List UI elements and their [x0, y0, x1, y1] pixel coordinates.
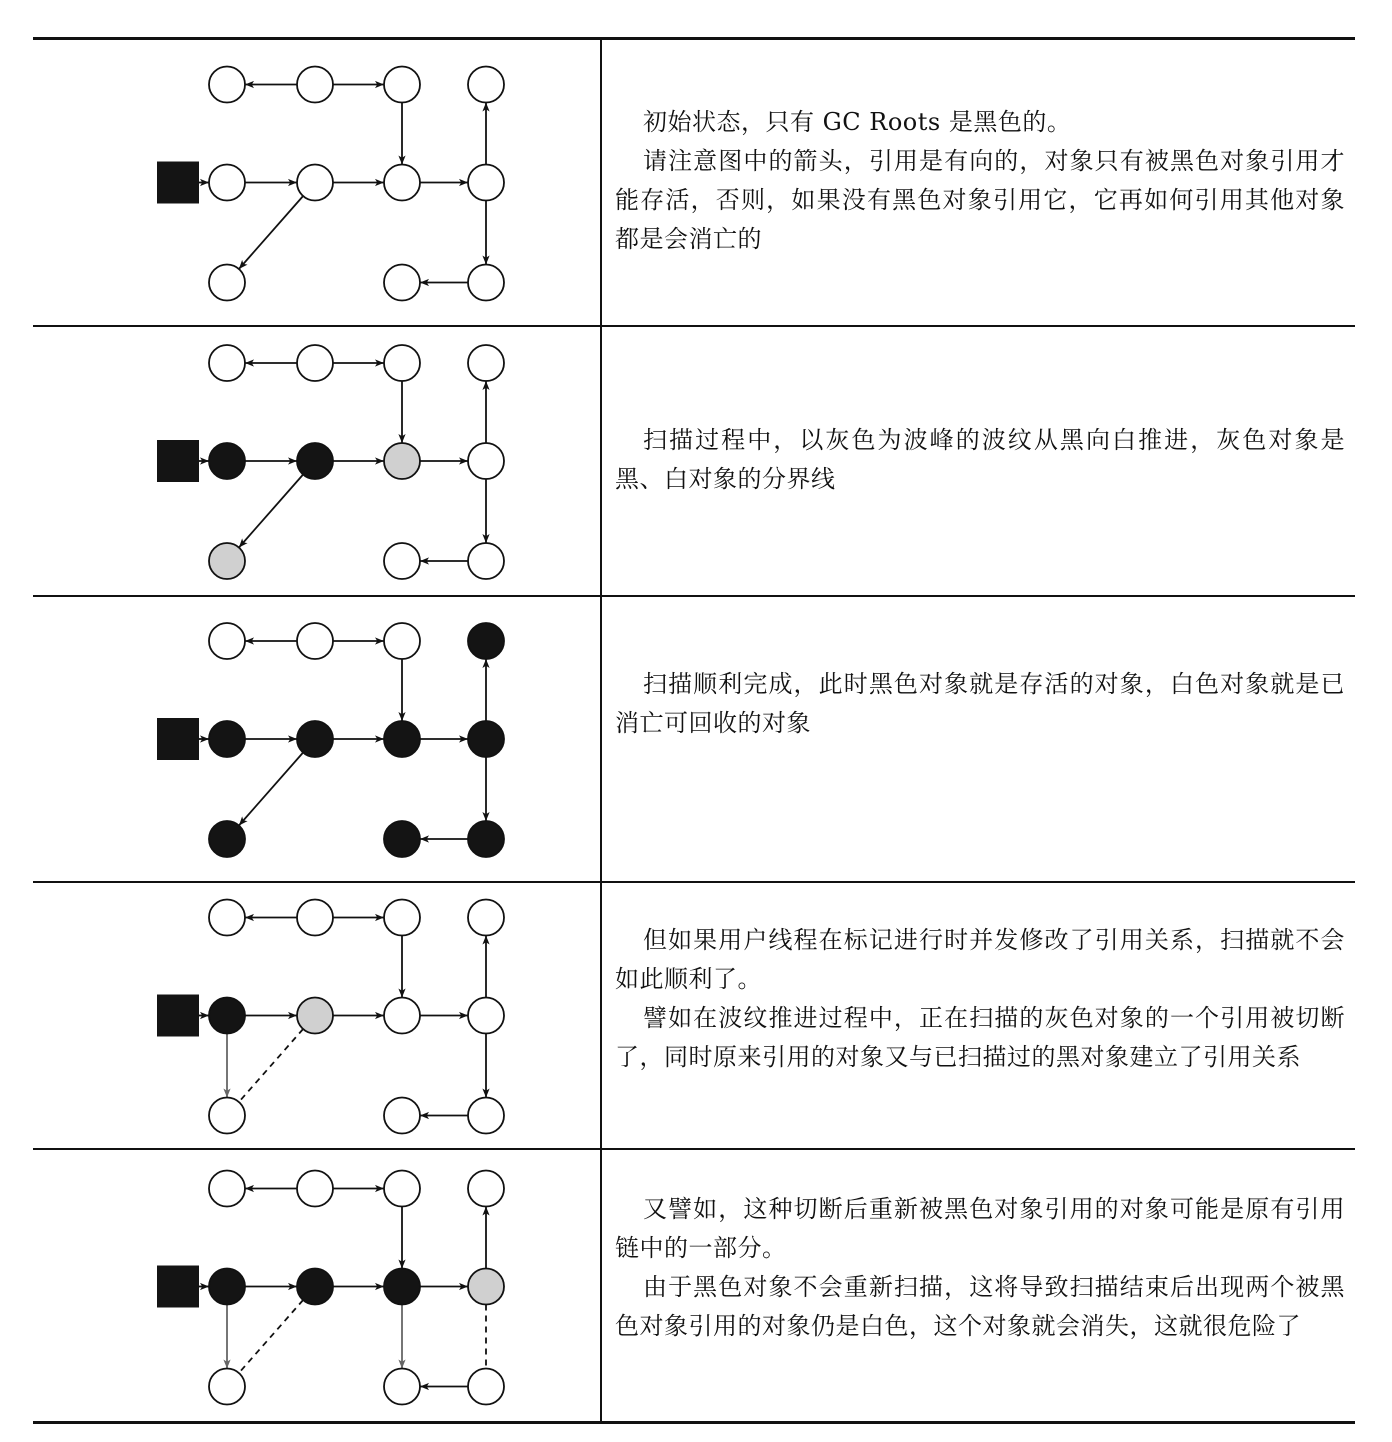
object-node-gray	[384, 443, 420, 479]
reference-arrow	[239, 196, 303, 269]
reference-arrow	[239, 753, 303, 826]
column-divider	[600, 38, 602, 1423]
object-node-gray	[209, 543, 245, 579]
object-node-white	[384, 900, 420, 936]
object-node-white	[384, 345, 420, 381]
object-node-white	[468, 265, 504, 301]
object-node-white	[384, 1171, 420, 1207]
object-graph-svg	[33, 38, 600, 325]
object-node-black	[468, 721, 504, 757]
object-node-white	[468, 900, 504, 936]
object-graph-svg	[33, 1148, 600, 1423]
object-node-black	[297, 721, 333, 757]
gc-root-square	[157, 718, 199, 760]
object-node-black	[209, 1269, 245, 1305]
object-node-white	[384, 1369, 420, 1405]
object-node-white	[468, 1171, 504, 1207]
object-node-white	[468, 998, 504, 1034]
object-node-white	[297, 345, 333, 381]
object-node-white	[468, 1098, 504, 1134]
gc-root-square	[157, 440, 199, 482]
description-paragraph: 请注意图中的箭头，引用是有向的，对象只有被黑色对象引用才能存活，否则，如果没有黑色对象引用它，它再如何引用其他对象都是会消亡的	[615, 147, 1345, 253]
object-node-black	[209, 821, 245, 857]
object-node-white	[209, 900, 245, 936]
object-node-white	[384, 543, 420, 579]
description-paragraph: 初始状态，只有 GC Roots 是黑色的。	[643, 108, 1072, 136]
object-node-black	[209, 443, 245, 479]
description-paragraph: 扫描顺利完成，此时黑色对象就是存活的对象，白色对象就是已消亡可回收的对象	[615, 670, 1345, 737]
object-graph-diagram	[33, 325, 600, 595]
object-node-white	[384, 1098, 420, 1134]
description-paragraph: 譬如在波纹推进过程中，正在扫描的灰色对象的一个引用被切断了，同时原来引用的对象又与已扫描过的黑对象建立了引用关系	[615, 1004, 1345, 1071]
object-node-gray	[297, 998, 333, 1034]
object-node-white	[297, 623, 333, 659]
object-node-white	[209, 67, 245, 103]
object-node-black	[297, 443, 333, 479]
object-node-white	[384, 165, 420, 201]
removed-reference-dashed	[239, 1300, 303, 1373]
row-description	[615, 103, 1345, 259]
object-node-white	[297, 165, 333, 201]
gc-root-square	[157, 162, 199, 204]
object-node-black	[384, 721, 420, 757]
row-description	[615, 1190, 1345, 1346]
object-node-white	[468, 443, 504, 479]
object-node-black	[384, 821, 420, 857]
object-graph-svg	[33, 325, 600, 595]
description-paragraph: 又譬如，这种切断后重新被黑色对象引用的对象可能是原有引用链中的一部分。	[615, 1195, 1345, 1262]
object-graph-diagram	[33, 38, 600, 325]
object-graph-svg	[33, 595, 600, 881]
object-node-white	[209, 345, 245, 381]
object-node-gray	[468, 1269, 504, 1305]
object-node-white	[384, 265, 420, 301]
object-node-white	[209, 1098, 245, 1134]
object-node-white	[384, 623, 420, 659]
description-paragraph: 由于黑色对象不会重新扫描，这将导致扫描结束后出现两个被黑色对象引用的对象仍是白色，这个对象就会消失，这就很危险了	[615, 1273, 1345, 1340]
object-node-black	[209, 721, 245, 757]
object-node-white	[384, 67, 420, 103]
description-paragraph: 扫描过程中，以灰色为波峰的波纹从黑向白推进，灰色对象是黑、白对象的分界线	[615, 426, 1345, 493]
object-node-white	[209, 1171, 245, 1207]
object-node-white	[468, 543, 504, 579]
row-description	[615, 665, 1345, 743]
object-node-white	[297, 1171, 333, 1207]
object-graph-diagram	[33, 1148, 600, 1423]
object-node-white	[468, 345, 504, 381]
removed-reference-dashed	[239, 1029, 303, 1102]
object-node-white	[297, 900, 333, 936]
row-description	[615, 421, 1345, 499]
object-graph-diagram	[33, 595, 600, 881]
gc-root-square	[157, 995, 199, 1037]
object-node-white	[384, 998, 420, 1034]
object-node-white	[468, 165, 504, 201]
object-node-black	[384, 1269, 420, 1305]
object-node-white	[209, 265, 245, 301]
object-node-white	[209, 165, 245, 201]
object-node-white	[297, 67, 333, 103]
row-description	[615, 921, 1345, 1077]
object-node-black	[297, 1269, 333, 1305]
object-node-white	[468, 1369, 504, 1405]
object-node-white	[209, 623, 245, 659]
description-paragraph: 但如果用户线程在标记进行时并发修改了引用关系，扫描就不会如此顺利了。	[615, 926, 1345, 993]
object-node-black	[209, 998, 245, 1034]
object-node-white	[209, 1369, 245, 1405]
object-graph-svg	[33, 881, 600, 1148]
reference-arrow	[239, 475, 303, 548]
gc-root-square	[157, 1266, 199, 1308]
object-node-white	[468, 67, 504, 103]
object-node-black	[468, 623, 504, 659]
object-graph-diagram	[33, 881, 600, 1148]
object-node-black	[468, 821, 504, 857]
